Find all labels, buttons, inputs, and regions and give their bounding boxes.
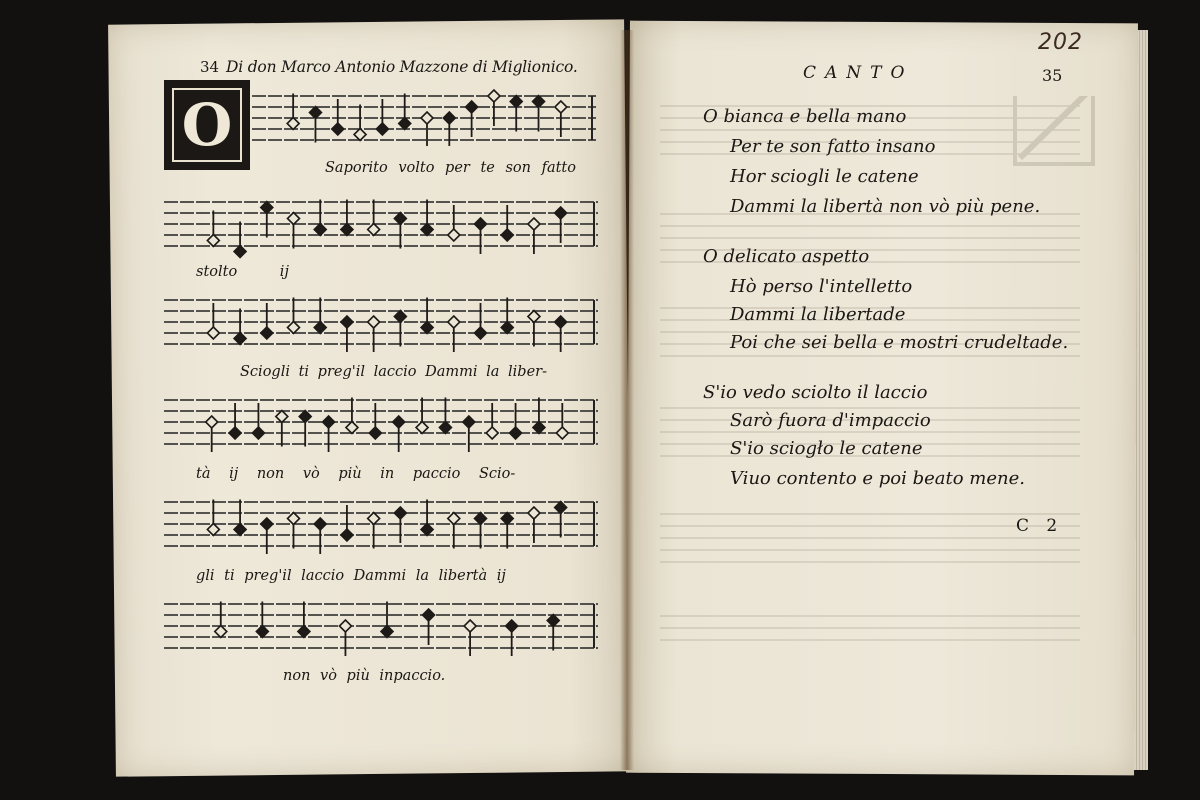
music-note: [423, 609, 435, 645]
music-note: [416, 398, 428, 434]
music-note: [215, 602, 227, 638]
music-note: [555, 207, 567, 243]
music-note: [547, 615, 559, 651]
staff-lyric-2: stolto ij: [196, 264, 289, 280]
music-note: [528, 311, 540, 347]
music-note: [229, 403, 241, 439]
music-note: [207, 500, 219, 536]
book-gutter: [620, 30, 634, 770]
music-note: [475, 513, 487, 549]
music-note: [261, 518, 273, 554]
staff-lyric-3: Sciogli ti preg'il laccio Dammi la liber-: [240, 364, 547, 380]
music-note: [314, 518, 326, 554]
verse-line: Viuo contento e poi beato mene.: [730, 468, 1025, 489]
music-note: [332, 99, 344, 135]
music-note: [556, 403, 568, 439]
verse-line: Dammi la libertade: [730, 304, 906, 325]
music-note: [421, 200, 433, 236]
right-page-number: 35: [1042, 66, 1063, 85]
music-note: [287, 94, 299, 130]
signature-mark: C 2: [1016, 516, 1064, 536]
music-note: [376, 99, 388, 135]
music-note: [448, 513, 460, 549]
initial-letter: O: [181, 91, 233, 159]
music-note: [207, 303, 219, 339]
music-note: [555, 502, 567, 538]
music-staff-3: [164, 290, 604, 360]
verse-line: Dammi la libertà non vò più pene.: [730, 196, 1041, 217]
left-page-number: 34: [200, 58, 220, 76]
verse-line: O delicato aspetto: [703, 246, 870, 267]
music-note: [501, 298, 513, 334]
running-title: Di don Marco Antonio Mazzone di Miglionico.: [226, 58, 578, 76]
music-note: [341, 200, 353, 236]
music-staff-4: [164, 390, 604, 460]
music-note: [354, 105, 366, 141]
music-note: [448, 316, 460, 352]
staff-lyric-4: tà ij non vò più in paccio Scio-: [196, 466, 516, 482]
music-note: [323, 416, 335, 452]
music-note: [369, 403, 381, 439]
music-note: [288, 513, 300, 549]
music-note: [421, 500, 433, 536]
music-note: [555, 316, 567, 352]
verse-line: S'io sciogło le catene: [730, 438, 923, 459]
verse-line: Hor sciogli le catene: [730, 166, 919, 187]
music-note: [488, 90, 500, 126]
music-note: [234, 500, 246, 536]
left-page-header: [200, 58, 620, 82]
music-staff-1: [252, 86, 602, 146]
handwritten-folio-number: 202: [1038, 30, 1083, 55]
music-note: [555, 101, 567, 137]
music-note: [439, 398, 451, 434]
music-note: [234, 222, 246, 258]
staff-lyric-5: gli ti preg'il laccio Dammi la libertà ij: [196, 568, 506, 584]
music-note: [448, 205, 460, 241]
music-note: [314, 200, 326, 236]
music-note: [464, 620, 476, 656]
verse-line: Hò perso l'intelletto: [730, 276, 913, 297]
music-note: [528, 507, 540, 543]
music-note: [206, 416, 218, 452]
music-staff-6: [164, 594, 604, 664]
music-note: [486, 403, 498, 439]
music-note: [288, 213, 300, 249]
music-note: [261, 202, 273, 238]
music-note: [393, 416, 405, 452]
music-note: [368, 316, 380, 352]
music-note: [309, 107, 321, 143]
music-note: [463, 416, 475, 452]
music-note: [528, 218, 540, 254]
music-note: [510, 96, 522, 132]
music-note: [394, 311, 406, 347]
verse-line: Sarò fuora d'impaccio: [730, 410, 931, 431]
right-header-title: CANTO: [803, 63, 914, 83]
verse-line: Per te son fatto insano: [730, 136, 936, 157]
music-note: [394, 507, 406, 543]
music-note: [475, 303, 487, 339]
music-note: [298, 602, 310, 638]
music-note: [501, 513, 513, 549]
verse-line: Poi che sei bella e mostri crudeltade.: [730, 332, 1069, 353]
music-note: [341, 505, 353, 541]
music-staff-5: [164, 492, 604, 562]
staff-lyric-1: Saporito volto per te son fatto: [325, 160, 576, 176]
music-note: [276, 411, 288, 447]
music-note: [533, 398, 545, 434]
music-note: [261, 303, 273, 339]
music-note: [421, 298, 433, 334]
music-note: [299, 411, 311, 447]
music-note: [466, 101, 478, 137]
music-note: [252, 403, 264, 439]
music-note: [394, 213, 406, 249]
music-note: [346, 398, 358, 434]
music-note: [533, 96, 545, 132]
music-note: [368, 513, 380, 549]
music-note: [234, 309, 246, 345]
music-note: [256, 602, 268, 638]
verse-line: O bianca e bella mano: [703, 106, 907, 127]
verse-line: S'io vedo sciolto il laccio: [703, 382, 928, 403]
music-note: [475, 218, 487, 254]
music-note: [381, 602, 393, 638]
music-note: [339, 620, 351, 656]
music-note: [501, 205, 513, 241]
music-note: [288, 298, 300, 334]
music-note: [506, 620, 518, 656]
decorated-initial: [164, 80, 250, 170]
music-note: [399, 94, 411, 130]
music-note: [368, 200, 380, 236]
music-note: [314, 298, 326, 334]
music-staff-2: [164, 192, 604, 262]
music-note: [207, 211, 219, 247]
music-note: [341, 316, 353, 352]
staff-lyric-6: non vò più inpaccio.: [283, 668, 446, 684]
music-note: [510, 403, 522, 439]
